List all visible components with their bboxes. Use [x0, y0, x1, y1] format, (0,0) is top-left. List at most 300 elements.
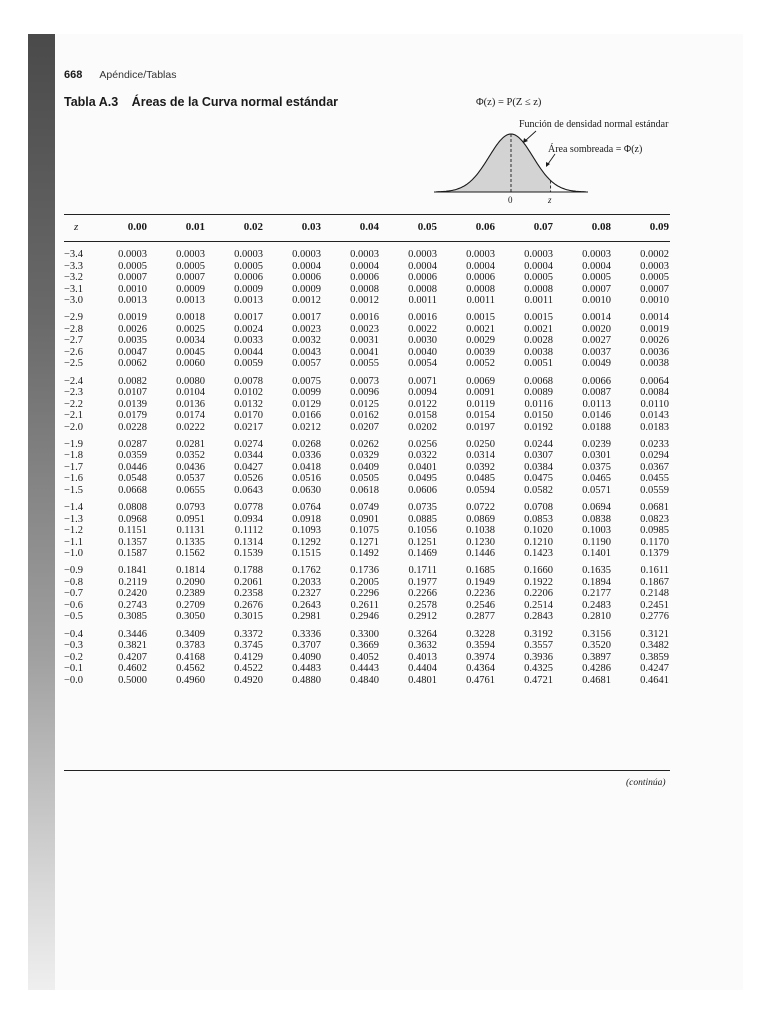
probability-cell: 0.4364 [466, 663, 495, 675]
probability-cell: 0.1611 [640, 565, 669, 577]
z-value-cell: −3.2 [64, 272, 84, 284]
probability-cell: 0.0052 [466, 358, 495, 370]
probability-cell: 0.4920 [234, 674, 263, 686]
probability-cell: 0.0465 [582, 473, 611, 485]
probability-cell: 0.0041 [350, 346, 379, 358]
probability-cell: 0.3783 [176, 640, 205, 652]
probability-cell: 0.0021 [524, 323, 553, 335]
probability-cell: 0.0485 [466, 473, 495, 485]
probability-cell: 0.0096 [350, 387, 379, 399]
probability-cell: 0.0073 [350, 375, 379, 387]
probability-cell: 0.0139 [118, 398, 147, 410]
probability-cell: 0.1038 [466, 525, 495, 537]
probability-cell: 0.1660 [524, 565, 553, 577]
probability-cell: 0.0026 [118, 323, 147, 335]
probability-cell: 0.0057 [292, 358, 321, 370]
probability-cell: 0.0174 [176, 410, 205, 422]
probability-cell: 0.0307 [524, 450, 553, 462]
probability-cell: 0.0003 [176, 249, 205, 260]
probability-cell: 0.0110 [640, 398, 669, 410]
probability-cell: 0.4562 [176, 663, 205, 675]
column-header: 0.01 [185, 221, 205, 233]
probability-cell: 0.0233 [640, 438, 669, 450]
probability-cell: 0.0003 [234, 249, 263, 260]
probability-cell: 0.2843 [524, 611, 553, 623]
z-column-header: z [74, 221, 79, 233]
z-value-cell: −1.1 [64, 536, 84, 548]
probability-cell: 0.0017 [234, 312, 263, 324]
probability-cell: 0.0107 [118, 387, 147, 399]
probability-cell: 0.0013 [118, 295, 147, 307]
probability-cell: 0.0089 [524, 387, 553, 399]
z-value-cell: −2.5 [64, 358, 84, 370]
probability-cell: 0.1093 [292, 525, 321, 537]
probability-cell: 0.0197 [466, 421, 495, 433]
probability-cell: 0.0004 [292, 260, 321, 272]
probability-cell: 0.1190 [582, 536, 611, 548]
table-label: Tabla A.3 [64, 95, 119, 109]
probability-cell: 0.0764 [292, 502, 321, 513]
probability-cell: 0.4522 [234, 663, 263, 675]
probability-cell: 0.0011 [466, 295, 495, 307]
probability-cell: 0.0021 [466, 323, 495, 335]
probability-cell: 0.1922 [524, 576, 553, 588]
probability-cell: 0.0823 [640, 513, 669, 525]
probability-cell: 0.0274 [234, 438, 263, 450]
probability-cell: 0.0015 [524, 312, 553, 324]
probability-cell: 0.1492 [350, 548, 379, 560]
table-top-rule [64, 214, 670, 215]
probability-cell: 0.0571 [582, 484, 611, 496]
probability-cell: 0.0010 [118, 283, 147, 295]
probability-cell: 0.4681 [582, 674, 611, 686]
probability-cell: 0.1003 [582, 525, 611, 537]
probability-cell: 0.3897 [582, 651, 611, 663]
probability-cell: 0.0078 [234, 375, 263, 387]
probability-cell: 0.0808 [118, 502, 147, 513]
probability-cell: 0.0011 [408, 295, 437, 307]
probability-cell: 0.1711 [408, 565, 437, 577]
probability-cell: 0.0040 [408, 346, 437, 358]
section-name: Apéndice/Tablas [99, 69, 177, 81]
probability-cell: 0.0885 [408, 513, 437, 525]
probability-cell: 0.1230 [466, 536, 495, 548]
area-pointer-arrow [548, 154, 555, 164]
z-value-cell: −0.3 [64, 640, 84, 652]
probability-cell: 0.4641 [640, 674, 669, 686]
probability-cell: 0.0006 [408, 272, 437, 284]
probability-cell: 0.0017 [292, 312, 321, 324]
probability-cell: 0.1423 [524, 548, 553, 560]
probability-cell: 0.0166 [292, 410, 321, 422]
z-value-cell: −1.2 [64, 525, 84, 537]
z-value-cell: −1.0 [64, 548, 84, 560]
probability-cell: 0.2709 [176, 599, 205, 611]
probability-cell: 0.0034 [176, 335, 205, 347]
probability-cell: 0.0004 [524, 260, 553, 272]
probability-cell: 0.0010 [582, 295, 611, 307]
probability-cell: 0.0003 [524, 249, 553, 260]
probability-cell: 0.0018 [176, 312, 205, 324]
density-label: Función de densidad normal estándar [519, 119, 669, 130]
probability-cell: 0.0068 [524, 375, 553, 387]
probability-cell: 0.2912 [408, 611, 437, 623]
probability-cell: 0.0007 [582, 283, 611, 295]
probability-cell: 0.0091 [466, 387, 495, 399]
probability-cell: 0.0066 [582, 375, 611, 387]
probability-cell: 0.0170 [234, 410, 263, 422]
table-header-rule [64, 241, 670, 242]
probability-cell: 0.0032 [292, 335, 321, 347]
probability-cell: 0.0113 [582, 398, 611, 410]
probability-cell: 0.2643 [292, 599, 321, 611]
probability-cell: 0.0455 [640, 473, 669, 485]
probability-cell: 0.0668 [118, 484, 147, 496]
probability-cell: 0.0010 [640, 295, 669, 307]
probability-cell: 0.0294 [640, 450, 669, 462]
probability-cell: 0.0505 [350, 473, 379, 485]
probability-cell: 0.0475 [524, 473, 553, 485]
probability-cell: 0.0033 [234, 335, 263, 347]
probability-cell: 0.0352 [176, 450, 205, 462]
probability-cell: 0.0537 [176, 473, 205, 485]
probability-cell: 0.0409 [350, 461, 379, 473]
probability-cell: 0.1635 [582, 565, 611, 577]
probability-cell: 0.0003 [466, 249, 495, 260]
probability-cell: 0.3446 [118, 628, 147, 640]
probability-cell: 0.1841 [118, 565, 147, 577]
probability-cell: 0.0003 [582, 249, 611, 260]
z-value-cell: −3.4 [64, 249, 84, 260]
z-value-cell: −0.7 [64, 588, 84, 600]
table-row [0, 295, 768, 308]
probability-cell: 0.3336 [292, 628, 321, 640]
probability-cell: 0.0037 [582, 346, 611, 358]
probability-cell: 0.0749 [350, 502, 379, 513]
probability-cell: 0.0495 [408, 473, 437, 485]
probability-cell: 0.0122 [408, 398, 437, 410]
probability-cell: 0.0968 [118, 513, 147, 525]
probability-cell: 0.0005 [524, 272, 553, 284]
probability-cell: 0.0722 [466, 502, 495, 513]
probability-cell: 0.0446 [118, 461, 147, 473]
probability-cell: 0.2514 [524, 599, 553, 611]
probability-cell: 0.0418 [292, 461, 321, 473]
probability-cell: 0.1271 [350, 536, 379, 548]
continuation-note: (continúa) [626, 778, 666, 788]
column-header: 0.00 [127, 221, 147, 233]
probability-cell: 0.0392 [466, 461, 495, 473]
probability-cell: 0.0102 [234, 387, 263, 399]
probability-cell: 0.0183 [640, 421, 669, 433]
probability-cell: 0.0009 [234, 283, 263, 295]
probability-cell: 0.1112 [234, 525, 263, 537]
table-title-text: Áreas de la Curva normal estándar [131, 95, 339, 109]
z-value-cell: −2.2 [64, 398, 84, 410]
probability-cell: 0.1292 [292, 536, 321, 548]
probability-cell: 0.3228 [466, 628, 495, 640]
probability-cell: 0.0094 [408, 387, 437, 399]
probability-cell: 0.0778 [234, 502, 263, 513]
z-value-cell: −1.4 [64, 502, 84, 513]
probability-cell: 0.4013 [408, 651, 437, 663]
probability-cell: 0.0006 [466, 272, 495, 284]
probability-cell: 0.0019 [640, 323, 669, 335]
probability-cell: 0.0116 [524, 398, 553, 410]
probability-cell: 0.0526 [234, 473, 263, 485]
probability-cell: 0.0207 [350, 421, 379, 433]
probability-cell: 0.0516 [292, 473, 321, 485]
probability-cell: 0.4880 [292, 674, 321, 686]
z-label: z [548, 195, 552, 205]
z-value-cell: −2.1 [64, 410, 84, 422]
probability-cell: 0.2776 [640, 611, 669, 623]
probability-cell: 0.0084 [640, 387, 669, 399]
probability-cell: 0.0015 [466, 312, 495, 324]
probability-cell: 0.4207 [118, 651, 147, 663]
probability-cell: 0.0212 [292, 421, 321, 433]
probability-cell: 0.0606 [408, 484, 437, 496]
z-value-cell: −0.8 [64, 576, 84, 588]
table-row [0, 675, 768, 688]
probability-cell: 0.0013 [176, 295, 205, 307]
probability-cell: 0.2061 [234, 576, 263, 588]
probability-cell: 0.2327 [292, 588, 321, 600]
probability-cell: 0.2676 [234, 599, 263, 611]
z-value-cell: −0.6 [64, 599, 84, 611]
probability-cell: 0.0322 [408, 450, 437, 462]
z-value-cell: −3.3 [64, 260, 84, 272]
z-value-cell: −2.8 [64, 323, 84, 335]
probability-cell: 0.3859 [640, 651, 669, 663]
probability-cell: 0.3936 [524, 651, 553, 663]
probability-cell: 0.0023 [350, 323, 379, 335]
probability-cell: 0.0030 [408, 335, 437, 347]
probability-cell: 0.0582 [524, 484, 553, 496]
probability-cell: 0.0023 [292, 323, 321, 335]
shaded-area [436, 134, 550, 192]
probability-cell: 0.4801 [408, 674, 437, 686]
probability-cell: 0.0013 [234, 295, 263, 307]
probability-cell: 0.3974 [466, 651, 495, 663]
z-value-cell: −2.0 [64, 421, 84, 433]
probability-cell: 0.2578 [408, 599, 437, 611]
probability-cell: 0.0008 [408, 283, 437, 295]
probability-cell: 0.0080 [176, 375, 205, 387]
probability-cell: 0.0012 [350, 295, 379, 307]
probability-cell: 0.0028 [524, 335, 553, 347]
probability-cell: 0.0051 [524, 358, 553, 370]
probability-cell: 0.5000 [118, 674, 147, 686]
probability-cell: 0.0287 [118, 438, 147, 450]
probability-cell: 0.4129 [234, 651, 263, 663]
probability-cell: 0.0029 [466, 335, 495, 347]
probability-cell: 0.0016 [350, 312, 379, 324]
probability-cell: 0.3745 [234, 640, 263, 652]
probability-cell: 0.1401 [582, 548, 611, 560]
probability-cell: 0.2148 [640, 588, 669, 600]
probability-cell: 0.0027 [582, 335, 611, 347]
probability-cell: 0.2483 [582, 599, 611, 611]
probability-cell: 0.0129 [292, 398, 321, 410]
probability-cell: 0.0064 [640, 375, 669, 387]
probability-cell: 0.0150 [524, 410, 553, 422]
probability-cell: 0.0119 [466, 398, 495, 410]
probability-cell: 0.0329 [350, 450, 379, 462]
probability-cell: 0.1020 [524, 525, 553, 537]
probability-cell: 0.0043 [292, 346, 321, 358]
probability-cell: 0.0132 [234, 398, 263, 410]
probability-cell: 0.0838 [582, 513, 611, 525]
probability-cell: 0.0075 [292, 375, 321, 387]
probability-cell: 0.0047 [118, 346, 147, 358]
probability-cell: 0.2420 [118, 588, 147, 600]
column-header: 0.05 [417, 221, 437, 233]
probability-cell: 0.2296 [350, 588, 379, 600]
z-value-cell: −1.5 [64, 484, 84, 496]
probability-cell: 0.1894 [582, 576, 611, 588]
z-value-cell: −1.6 [64, 473, 84, 485]
z-value-cell: −0.5 [64, 611, 84, 623]
probability-cell: 0.0250 [466, 438, 495, 450]
probability-cell: 0.2981 [292, 611, 321, 623]
probability-cell: 0.0009 [292, 283, 321, 295]
shaded-area-label: Área sombreada = Φ(z) [548, 144, 643, 155]
probability-cell: 0.0003 [292, 249, 321, 260]
probability-cell: 0.4168 [176, 651, 205, 663]
probability-cell: 0.0217 [234, 421, 263, 433]
probability-cell: 0.0071 [408, 375, 437, 387]
probability-cell: 0.1949 [466, 576, 495, 588]
probability-cell: 0.3707 [292, 640, 321, 652]
z-value-cell: −1.9 [64, 438, 84, 450]
probability-cell: 0.1075 [350, 525, 379, 537]
probability-cell: 0.0024 [234, 323, 263, 335]
z-value-cell: −0.4 [64, 628, 84, 640]
probability-cell: 0.0039 [466, 346, 495, 358]
probability-cell: 0.0038 [524, 346, 553, 358]
probability-cell: 0.0314 [466, 450, 495, 462]
z-value-cell: −0.2 [64, 651, 84, 663]
probability-cell: 0.0019 [118, 312, 147, 324]
probability-cell: 0.3520 [582, 640, 611, 652]
probability-cell: 0.1539 [234, 548, 263, 560]
probability-cell: 0.0104 [176, 387, 205, 399]
probability-cell: 0.0035 [118, 335, 147, 347]
column-header: 0.02 [243, 221, 263, 233]
probability-cell: 0.3594 [466, 640, 495, 652]
probability-cell: 0.1314 [234, 536, 263, 548]
probability-cell: 0.4052 [350, 651, 379, 663]
probability-cell: 0.1379 [640, 548, 669, 560]
probability-cell: 0.1210 [524, 536, 553, 548]
probability-cell: 0.0694 [582, 502, 611, 513]
probability-cell: 0.0146 [582, 410, 611, 422]
probability-cell: 0.0384 [524, 461, 553, 473]
probability-cell: 0.0401 [408, 461, 437, 473]
probability-cell: 0.1131 [176, 525, 205, 537]
probability-cell: 0.0005 [118, 260, 147, 272]
probability-cell: 0.2743 [118, 599, 147, 611]
probability-cell: 0.0016 [408, 312, 437, 324]
probability-cell: 0.0060 [176, 358, 205, 370]
probability-cell: 0.0003 [350, 249, 379, 260]
page-number: 668 [64, 69, 83, 81]
probability-cell: 0.0143 [640, 410, 669, 422]
probability-cell: 0.0262 [350, 438, 379, 450]
probability-cell: 0.0006 [292, 272, 321, 284]
probability-cell: 0.0359 [118, 450, 147, 462]
probability-cell: 0.1788 [234, 565, 263, 577]
probability-cell: 0.4960 [176, 674, 205, 686]
probability-cell: 0.0951 [176, 513, 205, 525]
probability-cell: 0.1251 [408, 536, 437, 548]
probability-cell: 0.3669 [350, 640, 379, 652]
probability-cell: 0.0427 [234, 461, 263, 473]
probability-cell: 0.2611 [350, 599, 379, 611]
probability-cell: 0.0735 [408, 502, 437, 513]
probability-cell: 0.2877 [466, 611, 495, 623]
probability-cell: 0.0038 [640, 358, 669, 370]
z-value-cell: −1.7 [64, 461, 84, 473]
probability-cell: 0.0630 [292, 484, 321, 496]
column-header: 0.07 [533, 221, 553, 233]
probability-cell: 0.0003 [408, 249, 437, 260]
probability-cell: 0.2451 [640, 599, 669, 611]
probability-cell: 0.0244 [524, 438, 553, 450]
probability-cell: 0.0049 [582, 358, 611, 370]
probability-cell: 0.1762 [292, 565, 321, 577]
probability-cell: 0.2266 [408, 588, 437, 600]
probability-cell: 0.0853 [524, 513, 553, 525]
probability-cell: 0.2546 [466, 599, 495, 611]
probability-cell: 0.2358 [234, 588, 263, 600]
probability-cell: 0.3300 [350, 628, 379, 640]
z-value-cell: −0.0 [64, 674, 84, 686]
running-header [64, 69, 176, 81]
probability-cell: 0.0985 [640, 525, 669, 537]
probability-cell: 0.4247 [640, 663, 669, 675]
probability-cell: 0.3192 [524, 628, 553, 640]
probability-cell: 0.1170 [640, 536, 669, 548]
column-header: 0.06 [475, 221, 495, 233]
probability-cell: 0.4090 [292, 651, 321, 663]
z-value-cell: −0.1 [64, 663, 84, 675]
probability-cell: 0.0069 [466, 375, 495, 387]
probability-cell: 0.0256 [408, 438, 437, 450]
probability-cell: 0.1151 [118, 525, 147, 537]
probability-cell: 0.0239 [582, 438, 611, 450]
probability-cell: 0.0044 [234, 346, 263, 358]
z-value-cell: −3.0 [64, 295, 84, 307]
probability-cell: 0.0059 [234, 358, 263, 370]
z-value-cell: −2.7 [64, 335, 84, 347]
probability-cell: 0.0020 [582, 323, 611, 335]
probability-cell: 0.0268 [292, 438, 321, 450]
probability-cell: 0.3015 [234, 611, 263, 623]
probability-cell: 0.0594 [466, 484, 495, 496]
probability-cell: 0.0007 [640, 283, 669, 295]
probability-cell: 0.1469 [408, 548, 437, 560]
probability-cell: 0.2389 [176, 588, 205, 600]
probability-cell: 0.0228 [118, 421, 147, 433]
probability-cell: 0.0158 [408, 410, 437, 422]
probability-cell: 0.3821 [118, 640, 147, 652]
probability-cell: 0.3085 [118, 611, 147, 623]
probability-cell: 0.2033 [292, 576, 321, 588]
probability-cell: 0.0003 [118, 249, 147, 260]
probability-cell: 0.1867 [640, 576, 669, 588]
